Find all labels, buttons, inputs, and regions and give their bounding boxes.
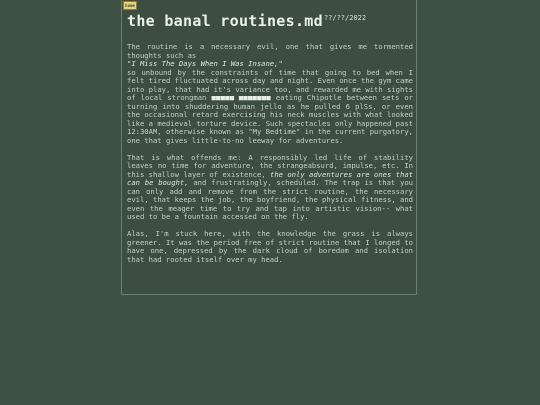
title-row — [127, 11, 366, 30]
paragraph-text: That is what offends me: A responsibly led life of stability leaves no time for adventure, the strangeabsurd, impulse, etc. In this shallow layer of existence, — [127, 152, 413, 179]
post-date: ??/??/2022 — [323, 14, 367, 22]
paragraph-text: Alas, I'm stuck here, with the knowledge the grass is always greener. It was the period free of strict routine that I longed to have one, depressed by the dark cloud of boredom and isolation that had rooted itself over my head. — [127, 229, 413, 264]
italic-phrase: the only adventures are ones that can be bought, — [127, 169, 413, 187]
paragraph-text: The routine is a necessary evil, one that gives me tormented thoughts such as — [127, 42, 413, 60]
paragraph-text: so unbound by the constraints of time that going to bed when I felt tired fluctuated across day and night. Even once the gym came into play, that had it's variance too, and rewarded me with sights of local strongman — [127, 67, 413, 102]
paragraph-1 — [127, 43, 413, 145]
paragraph-text: eating Chipotle between sets or turning into shuddering human jello as he pulled 6 plSs, or even the occasional retard exercising his neck muscles with what looked like a medieval torture device. Such spectacles only happened past 12:30AM, otherwise known as "My Bedtime" in the current purgatory, one that gives little-to-no leeway for adventures. — [127, 93, 414, 145]
redacted-name: ■■■■■ ■■■■■■■ — [211, 93, 271, 102]
paragraph-text: and frustratingly, scheduled. The trap is that you can only add and remove from the strict routine, the necessary evil, that keeps the job, the boyfriend, the physical fitness, and even the meager time to try and tap into artistic vision-- what used to be a fountain accessed on the fly. — [127, 178, 413, 221]
italic-quote: "I Miss The Days When I Was Insane," — [127, 59, 283, 68]
paragraph-2 — [127, 154, 413, 222]
post-window — [121, 0, 417, 295]
paragraph-3 — [127, 230, 413, 264]
home-icon[interactable]: home — [123, 1, 137, 10]
page-title: the banal routines.md — [127, 12, 323, 30]
post-body — [127, 43, 413, 273]
